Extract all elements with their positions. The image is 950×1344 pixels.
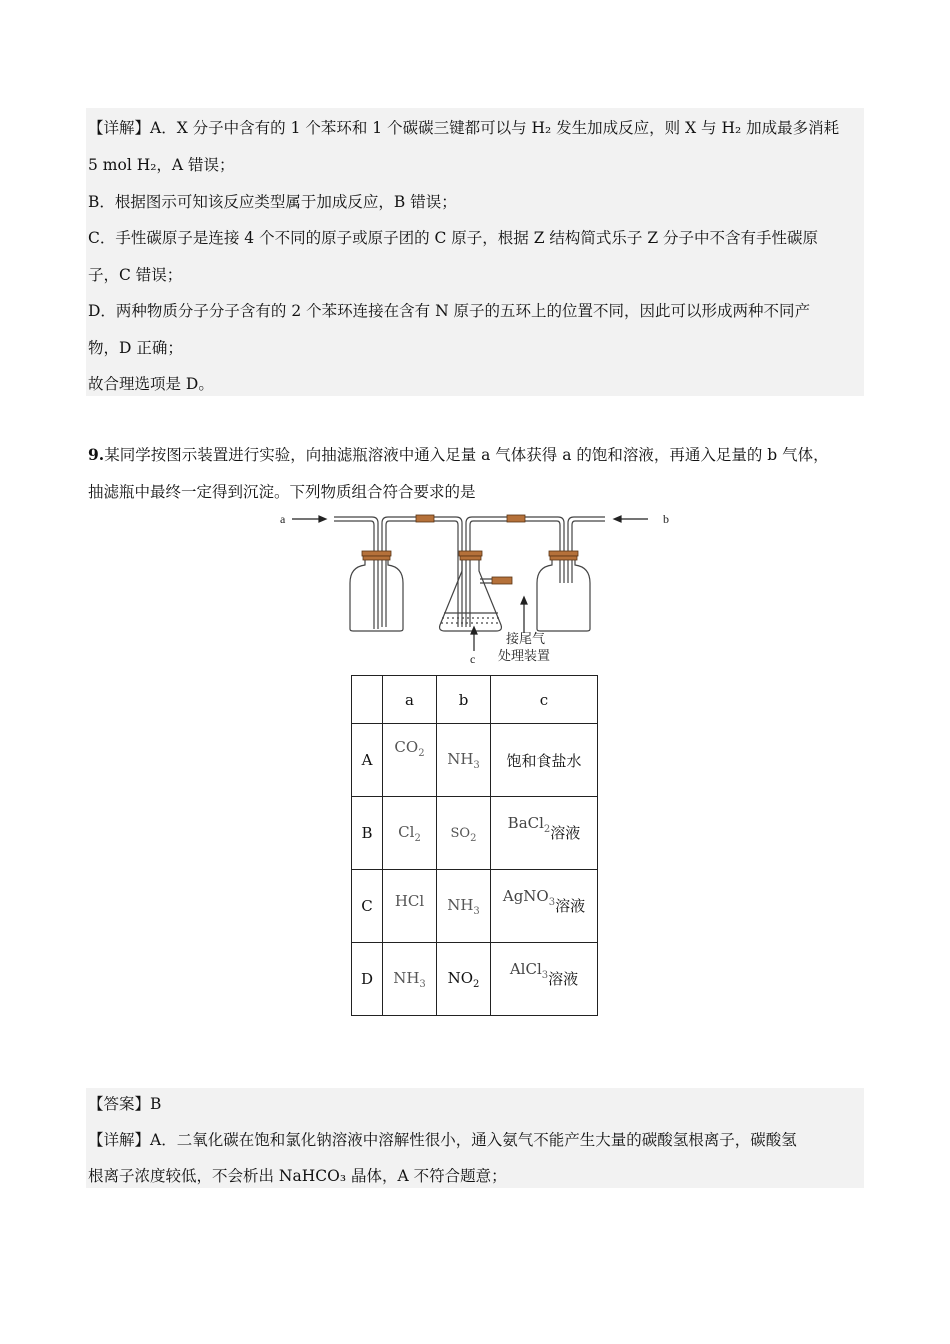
header-cell xyxy=(352,676,383,724)
options-table xyxy=(351,675,598,1016)
cell-c: AgNO$_3$溶液 xyxy=(491,870,598,943)
question-line: 抽滤瓶中最终一定得到沉淀。下列物质组合符合要求的是 xyxy=(88,483,476,501)
option-label: B xyxy=(352,797,383,870)
explanation-line: 【详解】A．X 分子中含有的 1 个苯环和 1 个碳碳三键都可以与 H₂ 发生加成反应，则 X 与 H₂ 加成最多消耗 xyxy=(88,119,840,137)
cell-a: HCl xyxy=(383,870,437,943)
table-row xyxy=(352,870,598,943)
explanation-line: 物，D 正确； xyxy=(88,339,183,357)
explanation-line: C．手性碳原子是连接 4 个不同的原子或原子团的 C 原子，根据 Z 结构简式乐子 Z 分子中不含有手性碳原 xyxy=(88,229,819,247)
cell-b: $NO_2$ xyxy=(437,943,491,1016)
label-c: c xyxy=(470,652,476,665)
tail-gas-label-1: 接尾气 xyxy=(506,631,546,646)
explanation-line: D．两种物质分子分子含有的 2 个苯环连接在含有 N 原子的五环上的位置不同，因此可以形成两种不同产 xyxy=(88,302,811,320)
answer-explanation-line: 【详解】A．二氧化碳在饱和氯化钠溶液中溶解性很小，通入氨气不能产生大量的碳酸氢根离子，碳酸氢 xyxy=(88,1131,797,1149)
left-gas-bottle xyxy=(350,559,403,631)
explanation-line: B．根据图示可知该反应类型属于加成反应，B 错误； xyxy=(88,193,457,211)
cell-c: AlCl$_3$溶液 xyxy=(491,943,598,1016)
label-b: b xyxy=(663,512,669,526)
header-cell: b xyxy=(437,676,491,724)
option-label: C xyxy=(352,870,383,943)
explanation-line: 故合理选项是 D。 xyxy=(88,375,214,393)
option-label: A xyxy=(352,724,383,797)
table-row xyxy=(352,724,598,797)
answer-line: 【答案】B xyxy=(88,1095,162,1113)
table-header-row xyxy=(352,676,598,724)
cell-a: $NH_3$ xyxy=(383,943,437,1016)
cell-c: 饱和食盐水 xyxy=(491,724,598,797)
question-line xyxy=(88,445,829,465)
tail-gas-label-2: 处理装置 xyxy=(498,648,551,663)
explanation-line: 5 mol H₂，A 错误； xyxy=(88,156,235,174)
explanation-line: 子，C 错误； xyxy=(88,266,183,284)
cell-b: $NH_3$ xyxy=(437,870,491,943)
header-cell: a xyxy=(383,676,437,724)
explanation-block-top xyxy=(86,108,864,396)
label-a: a xyxy=(280,512,286,526)
header-cell: c xyxy=(491,676,598,724)
cell-a: $CO_2$ xyxy=(383,724,437,797)
option-label: D xyxy=(352,943,383,1016)
cell-b: $SO_2$ xyxy=(437,797,491,870)
table-row xyxy=(352,797,598,870)
cell-c: BaCl$_2$溶液 xyxy=(491,797,598,870)
cell-b: $NH_3$ xyxy=(437,724,491,797)
cell-a: $Cl_2$ xyxy=(383,797,437,870)
answer-explanation-line: 根离子浓度较低，不会析出 NaHCO₃ 晶体，A 不符合题意； xyxy=(88,1167,507,1185)
question-number: 9. xyxy=(88,445,105,464)
question-text: 某同学按图示装置进行实验，向抽滤瓶溶液中通入足量 a 气体获得 a 的饱和溶液，再通入足量的 b 气体， xyxy=(104,446,829,464)
apparatus-diagram xyxy=(270,505,690,665)
table-row xyxy=(352,943,598,1016)
